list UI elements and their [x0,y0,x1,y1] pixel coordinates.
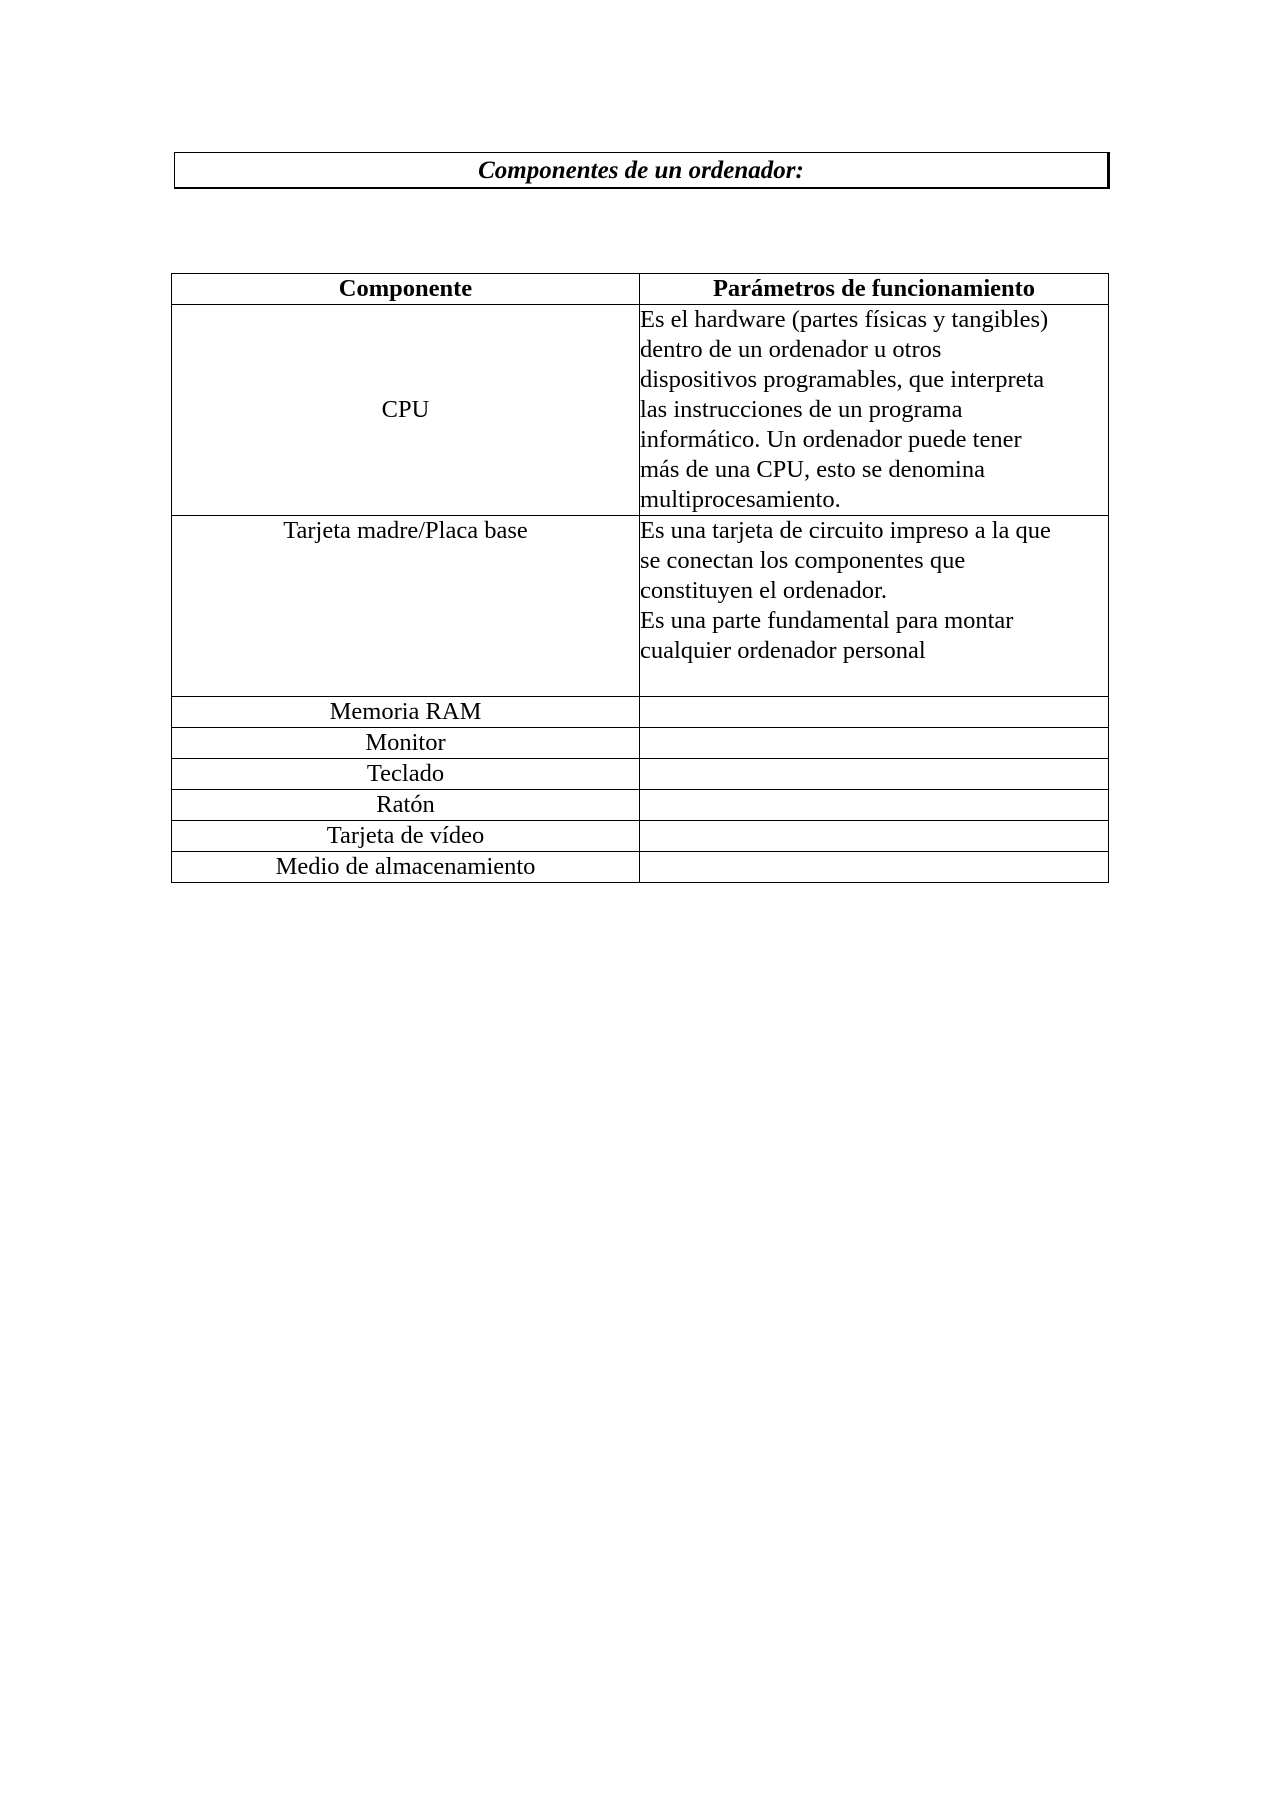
parameters-cell: Es una tarjeta de circuito impreso a la que se conectan los componentes que constituyen el ordenador. Es una parte fundamental para montar cualquier ordenador personal [640,516,1109,697]
component-cell: Memoria RAM [172,697,640,728]
table-row-motherboard [172,516,1109,697]
component-cell: Medio de almacenamiento [172,852,640,883]
component-cell: CPU [172,305,640,516]
component-cell: Tarjeta de vídeo [172,821,640,852]
component-cell: Monitor [172,728,640,759]
table-row-ram [172,697,1109,728]
table-header-row [172,274,1109,305]
table-row-video-card [172,821,1109,852]
parameters-cell [640,759,1109,790]
table-row-monitor [172,728,1109,759]
parameters-cell [640,728,1109,759]
header-component: Componente [172,274,640,305]
table-row-cpu [172,305,1109,516]
table-row-keyboard [172,759,1109,790]
parameters-cell: Es el hardware (partes físicas y tangibles) dentro de un ordenador u otros dispositivos programables, que interpreta las instrucciones de un programa informático. Un ordenador puede tener más de una CPU, esto se denomina multiprocesamiento. [640,305,1109,516]
parameters-cell [640,852,1109,883]
document-title [174,152,1110,189]
parameters-cell [640,697,1109,728]
components-table [171,273,1109,883]
parameters-cell [640,790,1109,821]
component-cell: Tarjeta madre/Placa base [172,516,640,697]
parameters-cell [640,821,1109,852]
table-row-storage [172,852,1109,883]
document-title-text: Componentes de un ordenador: [478,157,804,184]
component-cell: Ratón [172,790,640,821]
table-row-mouse [172,790,1109,821]
component-cell: Teclado [172,759,640,790]
header-parameters: Parámetros de funcionamiento [640,274,1109,305]
